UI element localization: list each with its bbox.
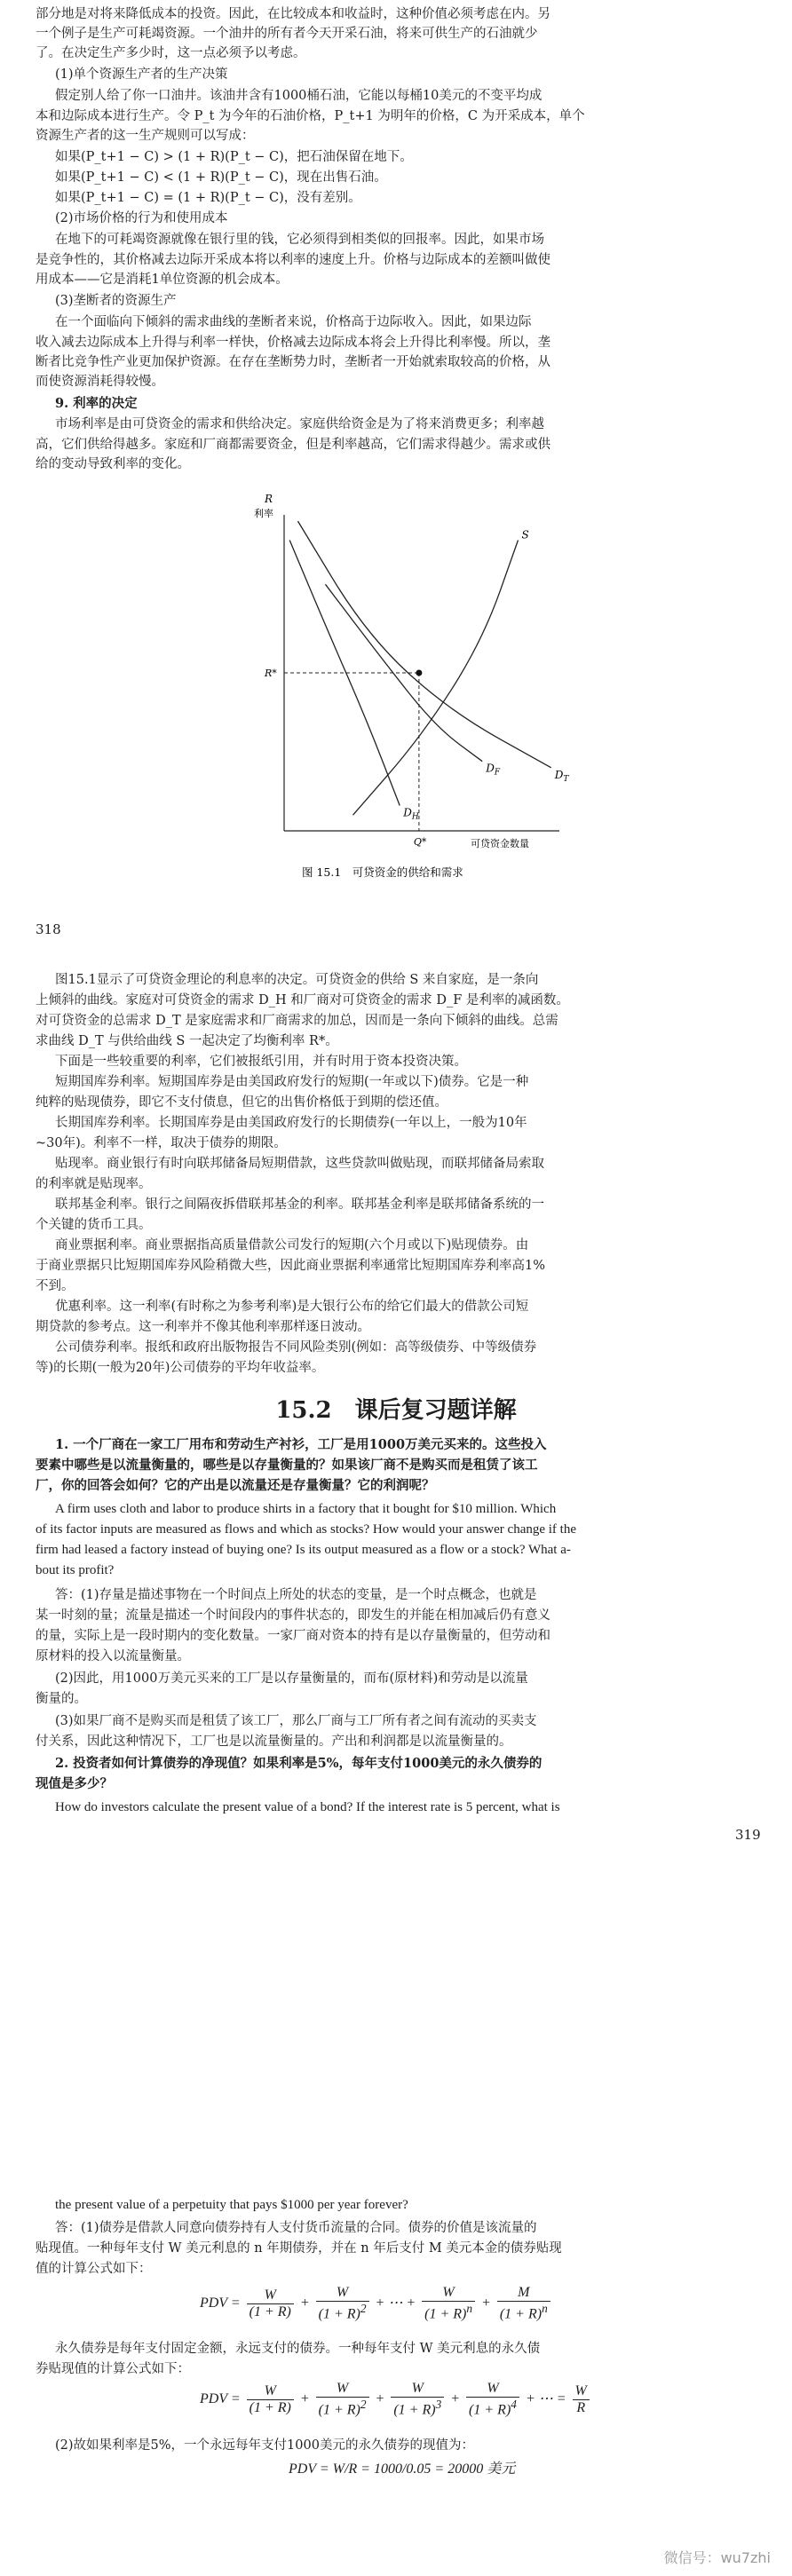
page-318 xyxy=(0,0,792,968)
curve-label-s: S xyxy=(521,528,529,541)
text-line: 了。在决定生产多少时，这一点必须予以考虑。 xyxy=(36,46,306,60)
pdv-label: PDV = xyxy=(200,2390,241,2406)
equilibrium-point xyxy=(416,670,422,676)
text-line: 的利率就是贴现率。 xyxy=(36,1177,152,1191)
text-line: 个关键的货币工具。 xyxy=(36,1218,152,1232)
perpetuity-value-formula: PDV = W/R = 1000/0.05 = 20000 美元 xyxy=(289,2461,516,2477)
text-line: 给的变动导致利率的变化。 xyxy=(36,457,190,471)
text-line: 部分地是对将来降低成本的投资。因此，在比较成本和收益时，这种价值必须考虑在内。另 xyxy=(36,7,550,21)
answer-1: 答：(1)存量是描述事物在一个时间点上所处的状态的变量，是一个时点概念，也就是 xyxy=(55,1588,537,1602)
question-1: 厂，你的回答会如何？它的产出是以流量还是存量衡量？它的利润呢？ xyxy=(36,1478,435,1493)
text-line: 收入减去边际成本上升得与利率一样快，价格减去边际成本将会上升得比利率慢。所以，垄 xyxy=(36,336,550,350)
page-number: 319 xyxy=(735,1827,761,1843)
text-line: 联邦基金利率。银行之间隔夜拆借联邦基金的利率。联邦基金利率是联邦储备系统的一 xyxy=(55,1197,544,1212)
text-line: 而使资源消耗得较慢。 xyxy=(36,375,164,389)
page-319 xyxy=(0,968,792,2193)
page-320-top xyxy=(0,2193,792,2576)
formula-line: 如果(P_t+1 − C) = (1 + R)(P_t − C)，没有差别。 xyxy=(55,191,361,205)
subheading: (3)垄断者的资源生产 xyxy=(55,294,177,308)
question-2: 2. 投资者如何计算债券的净现值？如果利率是5%，每年支付1000美元的永久债券的 xyxy=(55,1756,543,1771)
text-line: ~30年)。利率不一样，取决于债券的期限。 xyxy=(36,1136,287,1150)
formula-line: 如果(P_t+1 − C) < (1 + R)(P_t − C)，现在出售石油。 xyxy=(55,170,387,185)
text-line: 等)的长期(一般为20年)公司债券的平均年收益率。 xyxy=(36,1361,325,1375)
answer-1: 某一时刻的量；流量是描述一个时间段内的事件状态的，即发生的并能在相加减后仍有意义 xyxy=(36,1608,550,1623)
x-axis-label: 可贷资金数量 xyxy=(471,838,529,849)
text-line: 求曲线 D_T 与供给曲线 S 一起决定了均衡利率 R*。 xyxy=(36,1034,338,1048)
text-line: 对可贷资金的总需求 D_T 是家庭需求和厂商需求的加总，因而是一条向下倾斜的曲线。总需 xyxy=(36,1014,558,1028)
text-line: 纯粹的贴现债券，即它不支付债息，但它的出售价格低于到期的偿还值。 xyxy=(36,1095,447,1110)
pdv-label: PDV = xyxy=(200,2295,241,2311)
answer-1: 原材料的投入以流量衡量。 xyxy=(36,1649,190,1663)
section-title: 15.2 课后复习题详解 xyxy=(275,1397,517,1424)
question-1-english: firm had leased a factory instead of buying one? Is its output measured as a flow or a stock? What a- xyxy=(36,1543,571,1557)
perpetuity-pdv-formula: PDV = $\frac{W}{(1 + R)}$ + $\frac{W}{(1 + R)^2}$ + $\frac{W}{(1 + R)^3}$ + $\frac{W}{(1 + R)^4}$ + ⋯ = $\frac{W}{R}$ xyxy=(200,2381,592,2418)
text-line: 用成本——它是消耗1单位资源的机会成本。 xyxy=(36,273,289,287)
text-line: 图15.1显示了可贷资金理论的利息率的决定。可贷资金的供给 S 来自家庭，是一条向 xyxy=(55,973,539,987)
question-1: 1. 一个厂商在一家工厂用布和劳动生产衬衫，工厂是用1000万美元买来的。这些投入 xyxy=(55,1437,547,1452)
answer-1: 的量，实际上是一段时期内的变化数量。一家厂商对资本的持有是以存量衡量的，但劳动和 xyxy=(36,1629,550,1643)
text-line: 资源生产者的这一生产规则可以写成： xyxy=(36,129,255,143)
question-2: 现值是多少？ xyxy=(36,1776,113,1791)
curve-d-t xyxy=(298,521,551,768)
question-1-english: of its factor inputs are measured as flows and which as stocks? How would your answer change if the xyxy=(36,1522,576,1537)
y-axis-label-R: R xyxy=(265,493,273,505)
question-1-english: A firm uses cloth and labor to produce shirts in a factory that it bought for $10 million. Which xyxy=(55,1502,557,1516)
equilibrium-rate-label: R* xyxy=(265,668,277,679)
text-line: 在地下的可耗竭资源就像在银行里的钱，它必须得到相类似的回报率。因此，如果市场 xyxy=(55,233,544,247)
question-2-english: the present value of a perpetuity that pays $1000 per year forever? xyxy=(55,2198,408,2212)
answer-1: (2)因此，用1000万美元买来的工厂是以存量衡量的，而布(原材料)和劳动是以流量 xyxy=(55,1671,528,1686)
equilibrium-quantity-label: Q* xyxy=(413,836,427,848)
text-line: 优惠利率。这一利率(有时称之为参考利率)是大银行公布的给它们最大的借款公司短 xyxy=(55,1300,529,1314)
text-line: 是竞争性的，其价格减去边际开采成本将以利率的速度上升。价格与边际成本的差额叫做使 xyxy=(36,253,550,267)
question-1-english: bout its profit? xyxy=(36,1563,115,1577)
answer-2: 永久债券是每年支付固定金额，永远支付的债券。一种每年支付 W 美元利息的永久债 xyxy=(55,2342,541,2356)
bond-pdv-formula: PDV = $\frac{W}{(1 + R)}$ + $\frac{W}{(1 + R)^2}$ + ⋯ + $\frac{W}{(1 + R)^n}$ + $\frac{M}{(1 + R)^n}$ xyxy=(200,2285,553,2322)
subheading: (2)市场价格的行为和使用成本 xyxy=(55,211,228,225)
watermark: 微信号：wu7zhi xyxy=(663,2549,771,2566)
text-line: 一个例子是生产可耗竭资源。一个油井的所有者今天开采石油，将来可供生产的石油就少 xyxy=(36,27,538,41)
text-line: 高，它们供给得越多。家庭和厂商都需要资金，但是利率越高，它们需求得越少。需求或供 xyxy=(36,438,550,452)
curve-label-d-f: $D_F$ xyxy=(486,762,501,778)
answer-2: 答：(1)债券是借款人同意向债券持有人支付货币流量的合同。债券的价值是该流量的 xyxy=(55,2221,537,2235)
text-line: 下面是一些较重要的利率，它们被报纸引用，并有时用于资本投资决策。 xyxy=(55,1055,467,1069)
loanable-funds-chart xyxy=(249,479,586,888)
text-line: 本和边际成本进行生产。令 P_t 为今年的石油价格，P_t+1 为明年的价格，C 为开采成本，单个 xyxy=(36,109,585,123)
text-line: 长期国库券利率。长期国库券是由美国政府发行的长期债券(一年以上，一般为10年 xyxy=(55,1116,527,1130)
page-number: 318 xyxy=(36,921,61,937)
section-heading: 9. 利率的决定 xyxy=(55,396,138,411)
answer-1: (3)如果厂商不是购买而是租赁了该工厂，那么厂商与工厂所有者之间有流动的买卖支 xyxy=(55,1714,537,1728)
figure-caption: 图 15.1 可贷资金的供给和需求 xyxy=(302,865,463,879)
text-line: 不到。 xyxy=(36,1279,75,1293)
text-line: 期贷款的参考点。这一利率并不像其他利率那样逐日波动。 xyxy=(36,1320,370,1334)
text-line: 上倾斜的曲线。家庭对可贷资金的需求 D_H 和厂商对可贷资金的需求 D_F 是利率的减函数。 xyxy=(36,993,569,1007)
text-line: 贴现率。商业银行有时向联邦储备局短期借款，这些贷款叫做贴现，而联邦储备局索取 xyxy=(55,1157,544,1171)
answer-2: 券贴现值的计算公式如下： xyxy=(36,2362,190,2376)
text-line: 在一个面临向下倾斜的需求曲线的垄断者来说，价格高于边际收入。因此，如果边际 xyxy=(55,315,532,329)
text-line: 商业票据利率。商业票据指高质量借款公司发行的短期(六个月或以下)贴现债券。由 xyxy=(55,1238,529,1252)
text-line: 假定别人给了你一口油井。该油井含有1000桶石油，它能以每桶10美元的不变平均成 xyxy=(55,89,543,103)
y-axis-label: 利率 xyxy=(254,508,273,519)
answer-2: 贴现值。一种每年支付 W 美元利息的 n 年期债券，并在 n 年后支付 M 美元本金的债券贴现 xyxy=(36,2241,562,2256)
formula-line: 如果(P_t+1 − C) > (1 + R)(P_t − C)，把石油保留在地下。 xyxy=(55,150,413,164)
answer-1: 衡量的。 xyxy=(36,1692,87,1706)
question-1: 要素中哪些是以流量衡量的，哪些是以存量衡量的？如果该厂商不是购买而是租赁了该工 xyxy=(36,1458,538,1473)
answer-2: (2)故如果利率是5%，一个永远每年支付1000美元的永久债券的现值为： xyxy=(55,2438,474,2453)
text-line: 短期国库券利率。短期国库券是由美国政府发行的短期(一年或以下)债券。它是一种 xyxy=(55,1075,529,1089)
text-line: 公司债券利率。报纸和政府出版物报告不同风险类别(例如：高等级债券、中等级债券 xyxy=(55,1340,537,1355)
text-line: 于商业票据只比短期国库券风险稍微大些，因此商业票据利率通常比短期国库券利率高1% xyxy=(36,1259,545,1273)
answer-1: 付关系，因此这种情况下，工厂也是以流量衡量的。产出和利润都是以流量衡量的。 xyxy=(36,1734,512,1749)
subheading: (1)单个资源生产者的生产决策 xyxy=(55,67,228,82)
text-line: 市场利率是由可贷资金的需求和供给决定。家庭供给资金是为了将来消费更多；利率越 xyxy=(55,417,544,431)
answer-2: 值的计算公式如下： xyxy=(36,2262,152,2276)
text-line: 断者比竞争性产业更加保护资源。在存在垄断势力时，垄断者一开始就索取较高的价格，从 xyxy=(36,355,550,369)
curve-label-d-t: $D_T$ xyxy=(554,768,569,784)
curve-label-d-h: $D_H$ xyxy=(403,806,419,822)
question-2-english: How do investors calculate the present value of a bond? If the interest rate is 5 percent, what is xyxy=(55,1800,560,1814)
